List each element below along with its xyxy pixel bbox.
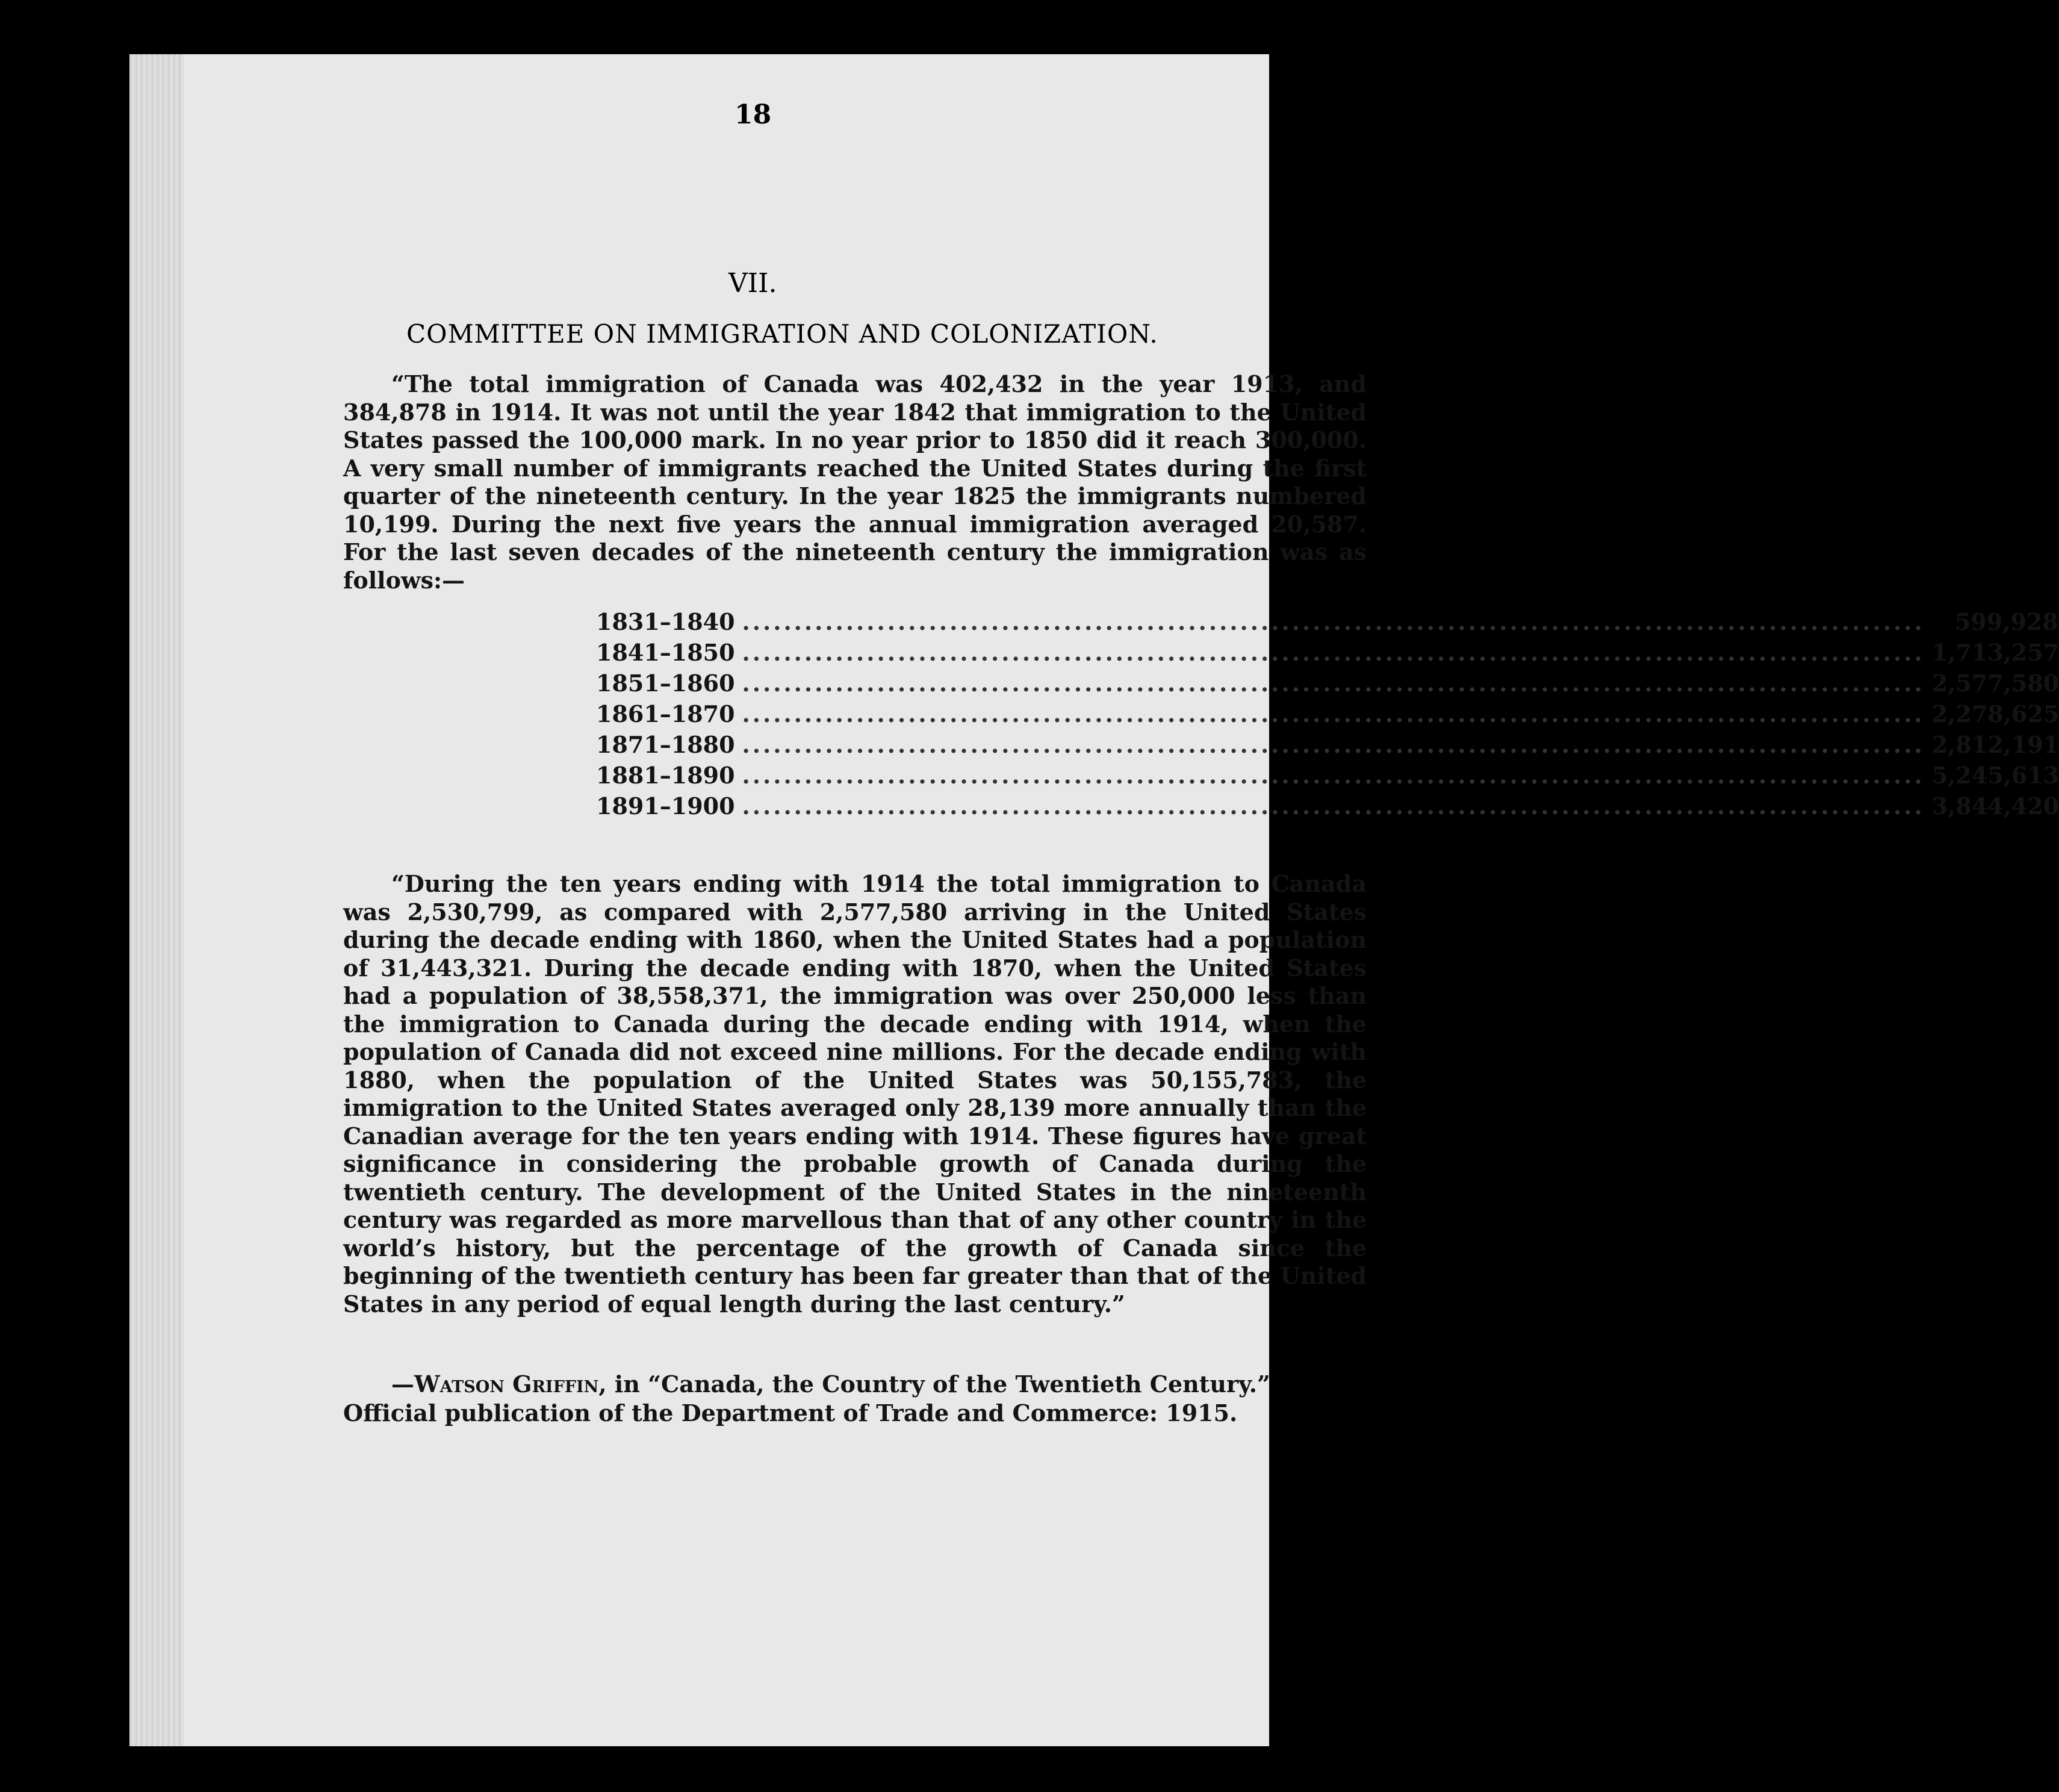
dot-leader xyxy=(742,700,1925,727)
dot-leader xyxy=(742,731,1925,758)
dot-leader xyxy=(742,792,1925,820)
page-edge-shadow xyxy=(129,54,184,1746)
paragraph-1: “The total immigration of Canada was 402,432 in the year 1913, and 384,878 in 1914. It was not until the year 1842 that immigration to the United States passed the 100,000 mark. In no year prior to 1850 did it reach 300,000. A very small number of immigrants reached the United States during the first quarter of the nineteenth century. In the year 1825 the immigrants numbered 10,199. During the next five years the annual immigration averaged 20,587. For the last seven decades of the nineteenth century the immigration was as follows:— xyxy=(343,370,1367,594)
attribution-author: Watson Griffin xyxy=(414,1370,599,1398)
value-cell: 3,844,420 xyxy=(1931,792,2059,820)
period-cell: 1851–1860 xyxy=(596,670,735,697)
value-cell: 2,278,625 xyxy=(1931,700,2059,727)
table-row xyxy=(596,670,2059,700)
table-row xyxy=(596,731,2059,762)
table-row xyxy=(596,639,2059,670)
section-number: VII. xyxy=(728,268,777,299)
period-cell: 1841–1850 xyxy=(596,639,735,666)
period-cell: 1861–1870 xyxy=(596,700,735,727)
section-title: COMMITTEE ON IMMIGRATION AND COLONIZATION. xyxy=(406,319,1158,349)
page-number: 18 xyxy=(734,99,772,130)
attribution xyxy=(343,1370,1367,1428)
dot-leader xyxy=(742,639,1925,666)
paragraph-2: “During the ten years ending with 1914 the total immigration to Canada was 2,530,799, as compared with 2,577,580 arriving in the United States during the decade ending with 1860, when the United States had a population of 31,443,321. During the decade ending with 1870, when the United States had a population of 38,558,371, the immigration was over 250,000 less than the immigration to Canada during the decade ending with 1914, when the population of Canada did not exceed nine millions. For the decade ending with 1880, when the population of the United States was 50,155,783, the immigration to the United States averaged only 28,139 more annually than the Canadian average for the ten years ending with 1914. These figures have great significance in considering the probable growth of Canada during the twentieth century. The development of the United States in the nineteenth century was regarded as more marvellous than that of any other country in the world’s history, but the percentage of the growth of Canada since the beginning of the twentieth century has been far greater than that of the United States in any period of equal length during the last century.” xyxy=(343,870,1367,1318)
attribution-line-2: Official publication of the Department of Trade and Commerce: 1915. xyxy=(343,1399,1238,1426)
value-cell: 2,812,191 xyxy=(1931,731,2059,758)
immigration-table xyxy=(596,608,2059,823)
dot-leader xyxy=(742,762,1925,789)
period-cell: 1871–1880 xyxy=(596,731,735,758)
table-row xyxy=(596,762,2059,792)
attribution-dash: — xyxy=(391,1370,414,1398)
period-cell: 1831–1840 xyxy=(596,608,735,635)
scanned-page xyxy=(129,54,2059,1746)
value-cell: 599,928 xyxy=(1954,608,2058,635)
value-cell: 1,713,257 xyxy=(1931,639,2059,666)
table-row xyxy=(596,700,2059,731)
period-cell: 1891–1900 xyxy=(596,792,735,820)
dot-leader xyxy=(742,670,1925,697)
value-cell: 5,245,613 xyxy=(1931,762,2059,789)
period-cell: 1881–1890 xyxy=(596,762,735,789)
table-row xyxy=(596,792,2059,823)
attribution-line-1 xyxy=(343,1370,1367,1399)
value-cell: 2,577,580 xyxy=(1931,670,2059,697)
dot-leader xyxy=(742,608,1925,635)
attribution-source: , in “Canada, the Country of the Twentieth Century.” xyxy=(598,1370,1270,1398)
table-row xyxy=(596,608,2058,639)
